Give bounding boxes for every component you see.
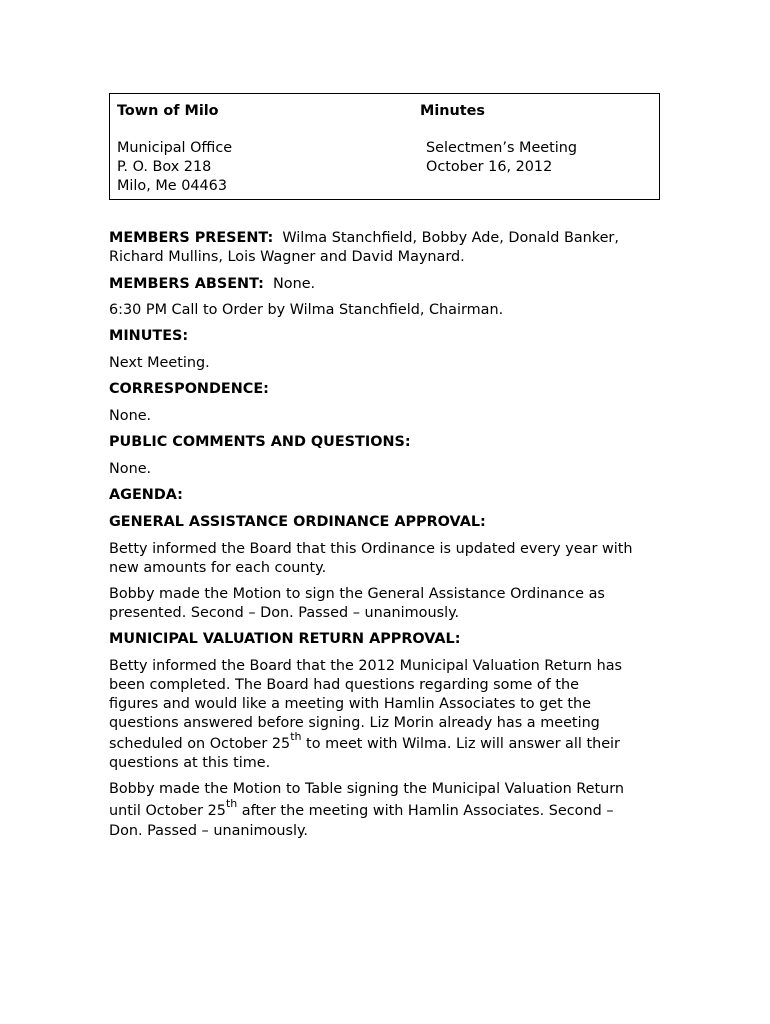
ga-ordinance-p2-line1: Bobby made the Motion to sign the General Assistance Ordinance as [109,586,605,602]
valuation-return-heading: MUNICIPAL VALUATION RETURN APPROVAL: [109,631,461,647]
city-zip: Milo, Me 04463 [117,178,227,194]
valuation-p1-line5-a: scheduled on October 25 [109,736,291,752]
public-comments-value: None. [109,461,152,477]
valuation-p1-line6: questions at this time. [109,755,271,771]
valuation-p1-line5-b: to meet with Wilma. Liz will answer all their [301,736,620,752]
valuation-p1-line1: Betty informed the Board that the 2012 Municipal Valuation Return has [109,658,623,674]
ga-ordinance-p2-line2: presented. Second – Don. Passed – unanimously. [109,605,460,621]
members-absent-label: MEMBERS ABSENT: [109,276,264,292]
valuation-p2-line1: Bobby made the Motion to Table signing the Municipal Valuation Return [109,781,625,797]
valuation-p2-line2-a: until October 25 [109,803,226,819]
document-type: Minutes [420,103,485,119]
valuation-p2-line2-b: after the meeting with Hamlin Associates. Second – [237,803,614,819]
ga-ordinance-heading: GENERAL ASSISTANCE ORDINANCE APPROVAL: [109,514,486,530]
members-present [109,229,669,248]
valuation-p1-line2: been completed. The Board had questions regarding some of the [109,677,579,693]
meeting-date: October 16, 2012 [426,159,553,175]
valuation-p2-line3: Don. Passed – unanimously. [109,823,308,839]
po-box: P. O. Box 218 [117,159,212,175]
members-absent [109,275,669,294]
members-present-label: MEMBERS PRESENT: [109,230,274,246]
public-comments-heading: PUBLIC COMMENTS AND QUESTIONS: [109,434,411,450]
agenda-heading: AGENDA: [109,487,183,503]
correspondence-heading: CORRESPONDENCE: [109,381,269,397]
ga-ordinance-p1-line2: new amounts for each county. [109,560,327,576]
valuation-p1-line3: figures and would like a meeting with Hamlin Associates to get the [109,696,591,712]
members-present-line2: Richard Mullins, Lois Wagner and David Maynard. [109,249,465,265]
meeting-name: Selectmen’s Meeting [426,140,578,156]
members-present-line1: Wilma Stanchfield, Bobby Ade, Donald Banker, [282,230,619,246]
letterhead-box [109,93,660,200]
valuation-p1-line5 [109,730,669,755]
valuation-p2-line2 [109,797,669,822]
correspondence-value: None. [109,408,152,424]
valuation-p1-line5-sup: th [290,730,302,744]
call-to-order: 6:30 PM Call to Order by Wilma Stanchfield, Chairman. [109,302,504,318]
members-absent-value: None. [273,276,316,292]
ga-ordinance-p1-line1: Betty informed the Board that this Ordinance is updated every year with [109,541,633,557]
minutes-value: Next Meeting. [109,355,210,371]
office-name: Municipal Office [117,140,233,156]
valuation-p2-line2-sup: th [225,797,238,811]
valuation-p1-line4: questions answered before signing. Liz Morin already has a meeting [109,715,600,731]
minutes-heading: MINUTES: [109,328,189,344]
town-name: Town of Milo [117,103,219,119]
